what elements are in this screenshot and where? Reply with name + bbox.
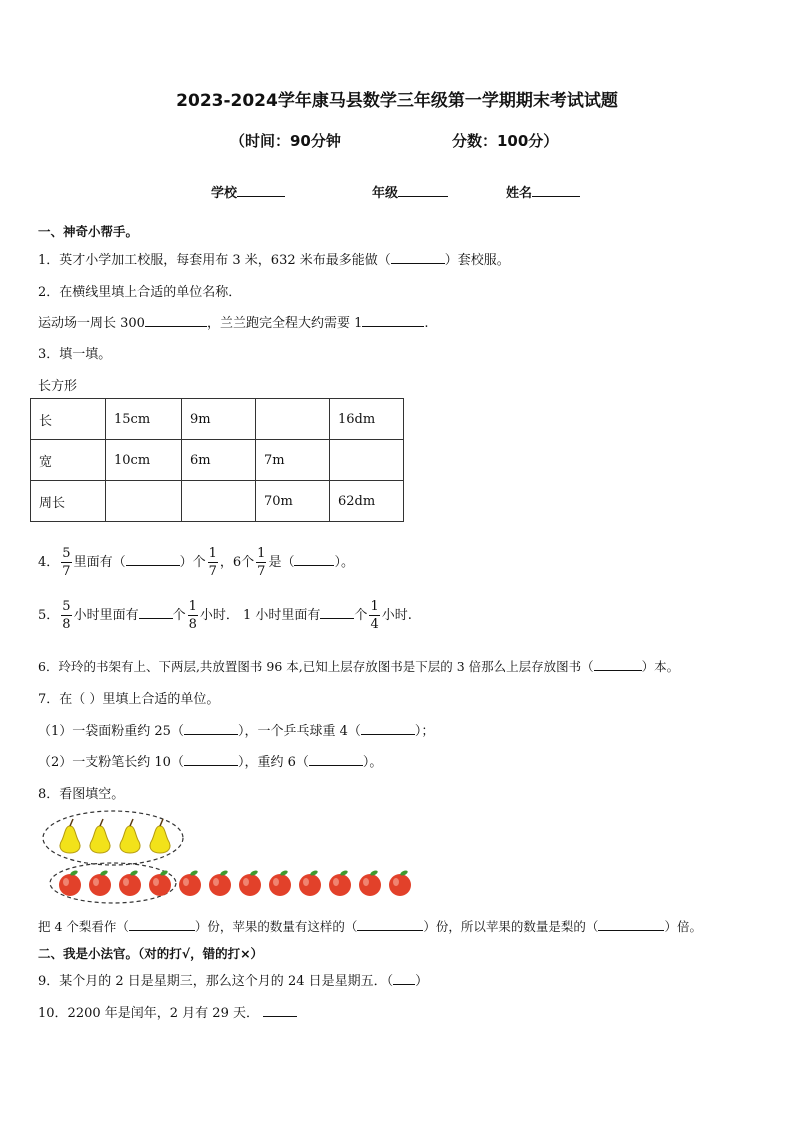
- pear-icon: [90, 819, 110, 853]
- table-cell: 9m: [182, 399, 256, 440]
- apple-icon: [299, 869, 321, 896]
- name-label: 姓名: [506, 186, 533, 201]
- table-cell: 宽: [31, 440, 106, 481]
- section-1-heading: 一、神奇小帮手。: [38, 224, 139, 239]
- apple-icon: [269, 869, 291, 896]
- exam-title: 2023-2024学年康马县数学三年级第一学期期末考试试题: [176, 91, 618, 111]
- question-8: 8．看图填空。: [38, 787, 125, 802]
- table-caption: 长方形: [38, 379, 78, 394]
- fraction: $\frac{5}{8}$: [62, 599, 71, 632]
- answer-blank[interactable]: [263, 1004, 297, 1017]
- fraction: $\frac{1}{4}$: [370, 599, 379, 632]
- grade-label: 年级: [372, 186, 399, 201]
- apple-icon: [59, 869, 81, 896]
- question-2: 2．在横线里填上合适的单位名称．: [38, 285, 242, 300]
- pear-icon: [150, 819, 170, 853]
- school-label: 学校: [211, 186, 238, 201]
- fraction: $\frac{1}{7}$: [257, 546, 266, 579]
- answer-blank[interactable]: [129, 918, 195, 931]
- question-2-line: 运动场一周长 300 ，兰兰跑完全程大约需要 1 .: [38, 316, 429, 331]
- table-cell: 70m: [256, 481, 330, 522]
- answer-blank[interactable]: [393, 972, 415, 985]
- table-cell: 16dm: [330, 399, 404, 440]
- table-cell: 周长: [31, 481, 106, 522]
- question-9: 9．某个月的 2 日是星期三，那么这个月的 24 日是星期五．（ ）: [38, 974, 429, 989]
- question-7-part-1: （1）一袋面粉重约 25（ ），一个乒乓球重 4（ ）；: [38, 724, 435, 739]
- apple-icon: [389, 869, 411, 896]
- question-7-part-2: （2）一支粉笔长约 10（ ），重约 6（ ）。: [38, 755, 383, 770]
- answer-blank[interactable]: [598, 918, 664, 931]
- table-cell: 长: [31, 399, 106, 440]
- section-2-heading: 二、我是小法官。（对的打√，错的打×）: [38, 946, 264, 961]
- fraction: $\frac{1}{7}$: [208, 546, 217, 579]
- apple-icon: [359, 869, 381, 896]
- table-cell: 15cm: [106, 399, 182, 440]
- fraction: $\frac{5}{7}$: [62, 546, 71, 579]
- question-8-text: 把 4 个梨看作（ ）份，苹果的数量有这样的（ ）份，所以苹果的数量是梨的（ ）倍。: [38, 919, 702, 934]
- apple-icon: [89, 869, 111, 896]
- question-7: 7．在（ ）里填上合适的单位。: [38, 692, 220, 707]
- question-5: 5． $\frac{5}{8}$ 小时里面有 个 $\frac{1}{8}$ 小时． 1 小时里面有 个 $\frac{1}{4}$ 小时.: [38, 599, 412, 632]
- question-6: 6．玲玲的书架有上、下两层,共放置图书 96 本,已知上层存放图书是下层的 3 倍那么上层存放图书（ ）本。: [38, 659, 680, 674]
- apple-icon: [329, 869, 351, 896]
- score-label: 分数：100分）: [452, 132, 559, 150]
- question-10: 10．2200 年是闰年，2 月有 29 天．: [38, 1002, 297, 1021]
- apple-icon: [149, 869, 171, 896]
- apple-icon: [119, 869, 141, 896]
- time-label: （时间：90分钟: [230, 132, 341, 150]
- answer-blank[interactable]: [357, 918, 423, 931]
- apple-icon: [209, 869, 231, 896]
- pear-icon: [60, 819, 80, 853]
- table-cell: 7m: [256, 440, 330, 481]
- apple-icon: [239, 869, 261, 896]
- fraction: $\frac{1}{8}$: [188, 599, 197, 632]
- table-cell: 10cm: [106, 440, 182, 481]
- apple-icon: [179, 869, 201, 896]
- question-4: 4． $\frac{5}{7}$ 里面有（ ）个 $\frac{1}{7}$ ，6个 $\frac{1}{7}$ 是（ ）。: [38, 546, 354, 579]
- question-1: 1．英才小学加工校服，每套用布 3 米，632 米布最多能做（ ）套校服。: [38, 253, 510, 268]
- table-cell: 6m: [182, 440, 256, 481]
- table-cell: 62dm: [330, 481, 404, 522]
- question-3: 3．填一填。: [38, 347, 112, 362]
- pear-icon: [120, 819, 140, 853]
